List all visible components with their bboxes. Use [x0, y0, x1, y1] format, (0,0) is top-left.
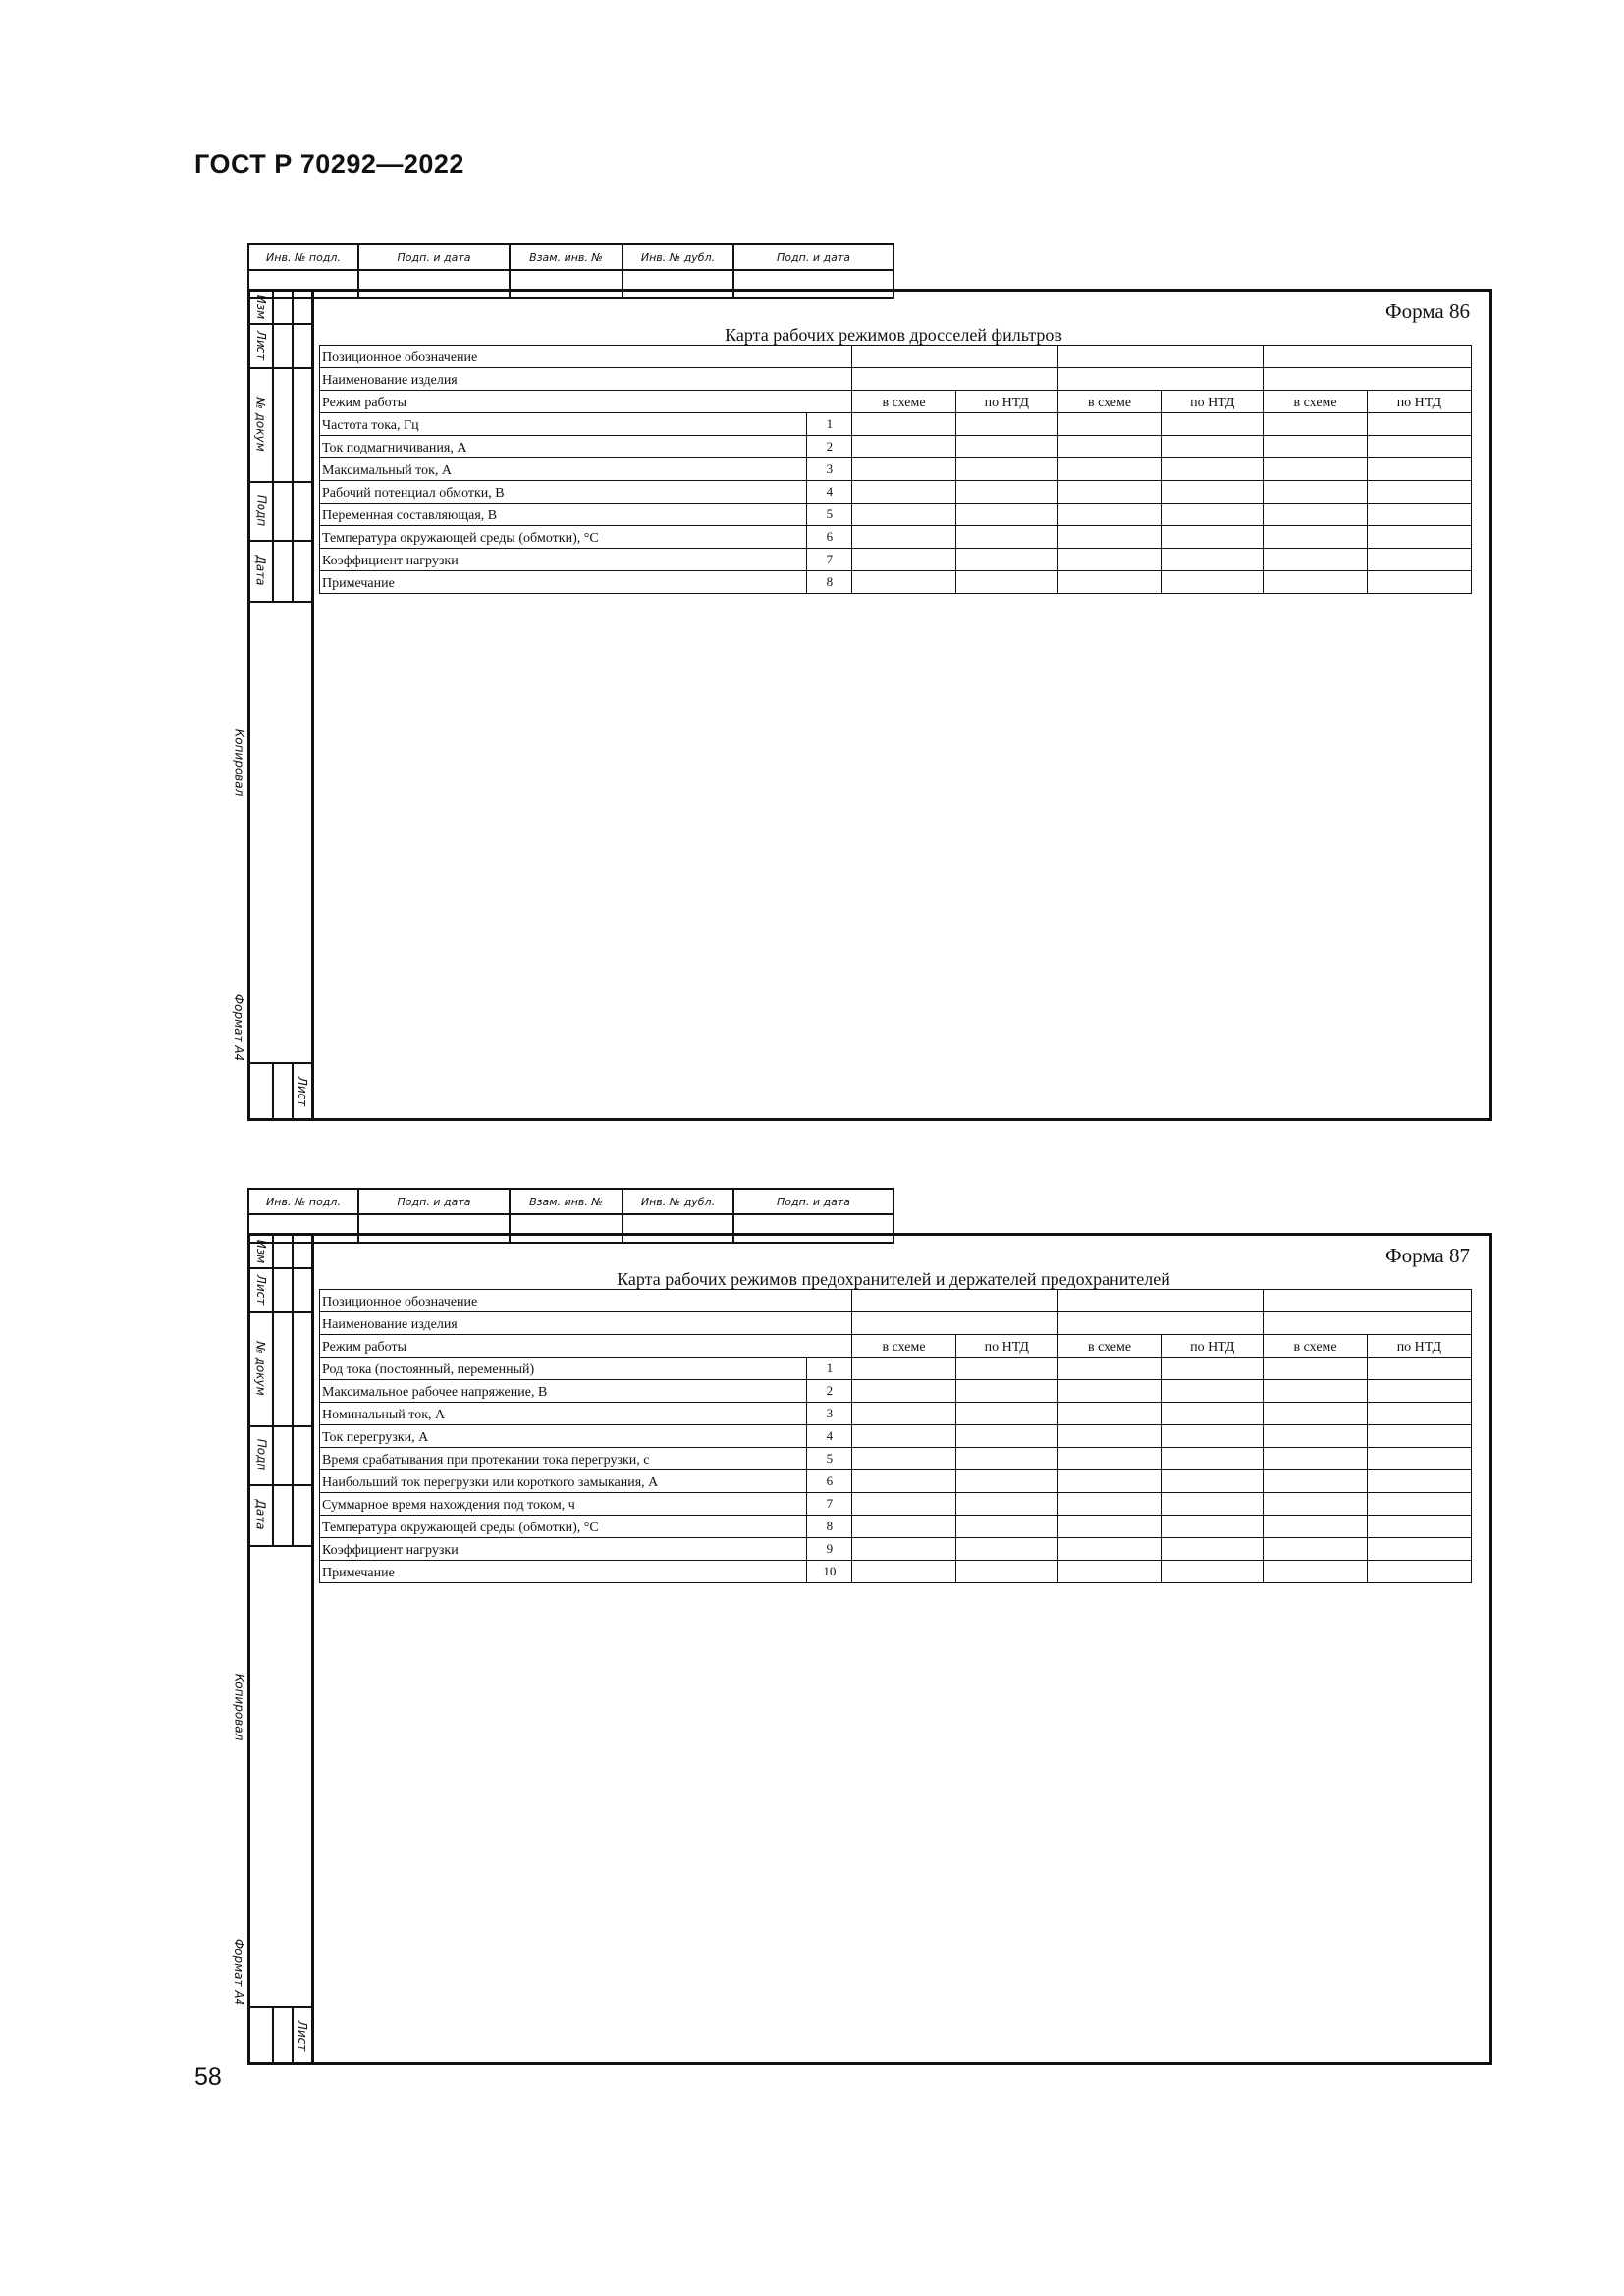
parameter-number: 3 — [807, 1403, 852, 1425]
value-cell — [1264, 549, 1367, 571]
table-row — [320, 1425, 1472, 1448]
value-cell — [1162, 1493, 1264, 1516]
sub-header: в схеме — [1057, 1335, 1161, 1358]
product-name-label: Наименование изделия — [320, 1312, 852, 1335]
stamp-label: Инв. № подл. — [248, 1189, 358, 1214]
value-cell — [1057, 413, 1161, 436]
value-cell — [955, 1561, 1057, 1583]
table-row — [320, 458, 1472, 481]
value-cell — [1162, 1561, 1264, 1583]
value-cell — [1264, 526, 1367, 549]
sub-header: по НТД — [1367, 1335, 1471, 1358]
value-cell — [852, 1538, 955, 1561]
position-cell — [1057, 1290, 1264, 1312]
parameter-label: Род тока (постоянный, переменный) — [320, 1358, 807, 1380]
value-cell — [955, 1403, 1057, 1425]
parameter-number: 5 — [807, 504, 852, 526]
value-cell — [1264, 1425, 1367, 1448]
parameter-label: Температура окружающей среды (обмотки), °С — [320, 1516, 807, 1538]
parameter-number: 2 — [807, 436, 852, 458]
parameter-label: Коэффициент нагрузки — [320, 1538, 807, 1561]
value-cell — [1264, 413, 1367, 436]
value-cell — [1367, 1380, 1471, 1403]
table-row — [320, 1538, 1472, 1561]
table-row — [320, 526, 1472, 549]
value-cell — [1264, 1380, 1367, 1403]
value-cell — [1264, 504, 1367, 526]
value-cell — [852, 458, 955, 481]
value-cell — [852, 549, 955, 571]
value-cell — [1162, 1470, 1264, 1493]
sheet-label: Лист — [296, 2020, 310, 2052]
form-87-block — [232, 1188, 1494, 2071]
stamp-label: Инв. № дубл. — [623, 244, 733, 270]
value-cell — [955, 549, 1057, 571]
parameter-number: 7 — [807, 1493, 852, 1516]
table-row — [320, 1516, 1472, 1538]
form-number: Форма 86 — [1385, 299, 1470, 323]
value-cell — [1264, 1358, 1367, 1380]
value-cell — [1367, 526, 1471, 549]
parameter-number: 1 — [807, 413, 852, 436]
value-cell — [1162, 413, 1264, 436]
value-cell — [1367, 1403, 1471, 1425]
value-cell — [1057, 1538, 1161, 1561]
parameter-label: Температура окружающей среды (обмотки), °С — [320, 526, 807, 549]
value-cell — [1264, 1538, 1367, 1561]
stamp-label: Инв. № дубл. — [623, 1189, 733, 1214]
side-label: Подп — [254, 1438, 269, 1471]
value-cell — [955, 1380, 1057, 1403]
side-label: № докум — [254, 397, 268, 452]
name-cell — [1264, 368, 1472, 391]
name-cell — [1264, 1312, 1472, 1335]
stamp-label: Подп. и дата — [358, 244, 510, 270]
sub-header: по НТД — [1162, 1335, 1264, 1358]
position-cell — [1057, 346, 1264, 368]
parameter-label: Примечание — [320, 1561, 807, 1583]
value-cell — [1162, 436, 1264, 458]
side-label: Лист — [254, 1274, 269, 1305]
value-cell — [1057, 1425, 1161, 1448]
value-cell — [1057, 504, 1161, 526]
operating-modes-table — [319, 1289, 1472, 1583]
map-title: Карта рабочих режимов предохранителей и держателей предохранителей — [617, 1269, 1170, 1289]
sub-header: по НТД — [1162, 391, 1264, 413]
value-cell — [1162, 481, 1264, 504]
parameter-label: Максимальное рабочее напряжение, В — [320, 1380, 807, 1403]
value-cell — [955, 1493, 1057, 1516]
value-cell — [1367, 413, 1471, 436]
table-row — [320, 571, 1472, 594]
value-cell — [1162, 526, 1264, 549]
parameter-number: 4 — [807, 481, 852, 504]
table-row — [320, 1561, 1472, 1583]
value-cell — [1367, 1561, 1471, 1583]
side-stamp-column — [232, 1233, 314, 2065]
sub-header: в схеме — [1057, 391, 1161, 413]
value-cell — [1057, 1561, 1161, 1583]
value-cell — [1162, 1380, 1264, 1403]
value-cell — [955, 504, 1057, 526]
value-cell — [1264, 481, 1367, 504]
value-cell — [1057, 549, 1161, 571]
side-label: Изм — [254, 294, 269, 320]
operating-mode-label: Режим работы — [320, 391, 852, 413]
sub-header: по НТД — [1367, 391, 1471, 413]
table-row — [320, 1403, 1472, 1425]
document-code: ГОСТ Р 70292—2022 — [194, 149, 464, 179]
value-cell — [1057, 1493, 1161, 1516]
value-cell — [1264, 1448, 1367, 1470]
value-cell — [1057, 436, 1161, 458]
value-cell — [1367, 481, 1471, 504]
value-cell — [1057, 571, 1161, 594]
value-cell — [1367, 1358, 1471, 1380]
sub-header: по НТД — [955, 1335, 1057, 1358]
format-label: Формат А4 — [232, 993, 245, 1062]
value-cell — [955, 481, 1057, 504]
parameter-number: 3 — [807, 458, 852, 481]
value-cell — [1367, 571, 1471, 594]
value-cell — [852, 413, 955, 436]
value-cell — [1057, 1448, 1161, 1470]
value-cell — [1264, 1470, 1367, 1493]
parameter-label: Суммарное время нахождения под током, ч — [320, 1493, 807, 1516]
form-frame — [314, 1233, 1492, 2065]
value-cell — [1057, 1470, 1161, 1493]
value-cell — [1264, 1403, 1367, 1425]
side-label: Дата — [254, 555, 269, 586]
side-stamp-column — [232, 289, 314, 1121]
sheet-label: Лист — [296, 1076, 310, 1107]
table-row — [320, 1493, 1472, 1516]
value-cell — [955, 1448, 1057, 1470]
value-cell — [955, 526, 1057, 549]
stamp-label: Взам. инв. № — [510, 244, 623, 270]
form-number: Форма 87 — [1385, 1244, 1470, 1267]
parameter-number: 8 — [807, 1516, 852, 1538]
value-cell — [852, 1493, 955, 1516]
form-frame — [314, 289, 1492, 1121]
parameter-number: 4 — [807, 1425, 852, 1448]
position-cell — [852, 346, 1058, 368]
value-cell — [852, 481, 955, 504]
parameter-label: Время срабатывания при протекании тока перегрузки, с — [320, 1448, 807, 1470]
parameter-label: Частота тока, Гц — [320, 413, 807, 436]
value-cell — [852, 504, 955, 526]
format-label: Формат А4 — [232, 1938, 245, 2006]
value-cell — [1367, 549, 1471, 571]
parameter-number: 6 — [807, 526, 852, 549]
value-cell — [1162, 504, 1264, 526]
operating-mode-label: Режим работы — [320, 1335, 852, 1358]
value-cell — [1057, 1403, 1161, 1425]
value-cell — [955, 1425, 1057, 1448]
value-cell — [1264, 1561, 1367, 1583]
name-cell — [1057, 1312, 1264, 1335]
parameter-label: Ток подмагничивания, А — [320, 436, 807, 458]
sub-header: по НТД — [955, 391, 1057, 413]
value-cell — [1367, 1538, 1471, 1561]
side-label: № докум — [254, 1341, 268, 1396]
value-cell — [1264, 436, 1367, 458]
value-cell — [955, 436, 1057, 458]
value-cell — [1162, 1538, 1264, 1561]
parameter-number: 2 — [807, 1380, 852, 1403]
value-cell — [1264, 1516, 1367, 1538]
copied-label: Копировал — [232, 728, 245, 797]
value-cell — [1162, 458, 1264, 481]
parameter-number: 7 — [807, 549, 852, 571]
parameter-number: 1 — [807, 1358, 852, 1380]
table-row — [320, 481, 1472, 504]
table-row — [320, 1380, 1472, 1403]
parameter-label: Примечание — [320, 571, 807, 594]
parameter-number: 6 — [807, 1470, 852, 1493]
value-cell — [852, 1561, 955, 1583]
value-cell — [1367, 1470, 1471, 1493]
stamp-label: Подп. и дата — [733, 1189, 893, 1214]
parameter-number: 10 — [807, 1561, 852, 1583]
map-title: Карта рабочих режимов дросселей фильтров — [725, 325, 1062, 345]
operating-modes-table — [319, 345, 1472, 594]
name-cell — [852, 1312, 1058, 1335]
value-cell — [1367, 1448, 1471, 1470]
parameter-label: Рабочий потенциал обмотки, В — [320, 481, 807, 504]
value-cell — [852, 1470, 955, 1493]
sub-header: в схеме — [852, 391, 955, 413]
value-cell — [1162, 1516, 1264, 1538]
value-cell — [852, 1403, 955, 1425]
parameter-number: 9 — [807, 1538, 852, 1561]
value-cell — [955, 1516, 1057, 1538]
name-cell — [852, 368, 1058, 391]
parameter-label: Ток перегрузки, А — [320, 1425, 807, 1448]
parameter-label: Коэффициент нагрузки — [320, 549, 807, 571]
parameter-label: Номинальный ток, А — [320, 1403, 807, 1425]
position-designation-label: Позиционное обозначение — [320, 346, 852, 368]
sub-header: в схеме — [852, 1335, 955, 1358]
table-row — [320, 436, 1472, 458]
position-cell — [1264, 346, 1472, 368]
table-row — [320, 1358, 1472, 1380]
value-cell — [955, 1470, 1057, 1493]
value-cell — [1367, 504, 1471, 526]
value-cell — [1264, 458, 1367, 481]
value-cell — [1057, 526, 1161, 549]
value-cell — [1162, 1403, 1264, 1425]
value-cell — [1162, 549, 1264, 571]
sub-header: в схеме — [1264, 391, 1367, 413]
value-cell — [955, 413, 1057, 436]
table-row — [320, 1470, 1472, 1493]
product-name-label: Наименование изделия — [320, 368, 852, 391]
value-cell — [955, 1358, 1057, 1380]
side-label: Подп — [254, 494, 269, 527]
value-cell — [1367, 458, 1471, 481]
parameter-number: 5 — [807, 1448, 852, 1470]
value-cell — [1367, 1516, 1471, 1538]
table-row — [320, 413, 1472, 436]
value-cell — [955, 1538, 1057, 1561]
table-row — [320, 549, 1472, 571]
stamp-label: Подп. и дата — [358, 1189, 510, 1214]
value-cell — [1162, 571, 1264, 594]
value-cell — [1162, 1448, 1264, 1470]
side-label: Дата — [254, 1499, 269, 1530]
value-cell — [1162, 1358, 1264, 1380]
sub-header: в схеме — [1264, 1335, 1367, 1358]
stamp-label: Подп. и дата — [733, 244, 893, 270]
copied-label: Копировал — [232, 1673, 245, 1741]
value-cell — [852, 571, 955, 594]
stamp-label: Инв. № подл. — [248, 244, 358, 270]
value-cell — [1367, 436, 1471, 458]
stamp-label: Взам. инв. № — [510, 1189, 623, 1214]
value-cell — [1162, 1425, 1264, 1448]
value-cell — [955, 571, 1057, 594]
name-cell — [1057, 368, 1264, 391]
value-cell — [1057, 1380, 1161, 1403]
value-cell — [852, 1425, 955, 1448]
value-cell — [852, 1448, 955, 1470]
table-row — [320, 504, 1472, 526]
parameter-label: Переменная составляющая, В — [320, 504, 807, 526]
value-cell — [852, 1380, 955, 1403]
value-cell — [852, 436, 955, 458]
page-number: 58 — [194, 2063, 222, 2091]
value-cell — [852, 1516, 955, 1538]
parameter-label: Максимальный ток, А — [320, 458, 807, 481]
value-cell — [1367, 1493, 1471, 1516]
value-cell — [1264, 1493, 1367, 1516]
position-cell — [1264, 1290, 1472, 1312]
parameter-label: Наибольший ток перегрузки или короткого замыкания, А — [320, 1470, 807, 1493]
side-label: Изм — [254, 1239, 269, 1264]
value-cell — [852, 1358, 955, 1380]
value-cell — [1367, 1425, 1471, 1448]
value-cell — [955, 458, 1057, 481]
form-86-block — [232, 243, 1494, 1127]
parameter-number: 8 — [807, 571, 852, 594]
value-cell — [1057, 1358, 1161, 1380]
value-cell — [1057, 481, 1161, 504]
position-cell — [852, 1290, 1058, 1312]
table-row — [320, 1448, 1472, 1470]
value-cell — [1057, 458, 1161, 481]
value-cell — [1057, 1516, 1161, 1538]
side-label: Лист — [254, 330, 269, 360]
position-designation-label: Позиционное обозначение — [320, 1290, 852, 1312]
value-cell — [852, 526, 955, 549]
value-cell — [1264, 571, 1367, 594]
